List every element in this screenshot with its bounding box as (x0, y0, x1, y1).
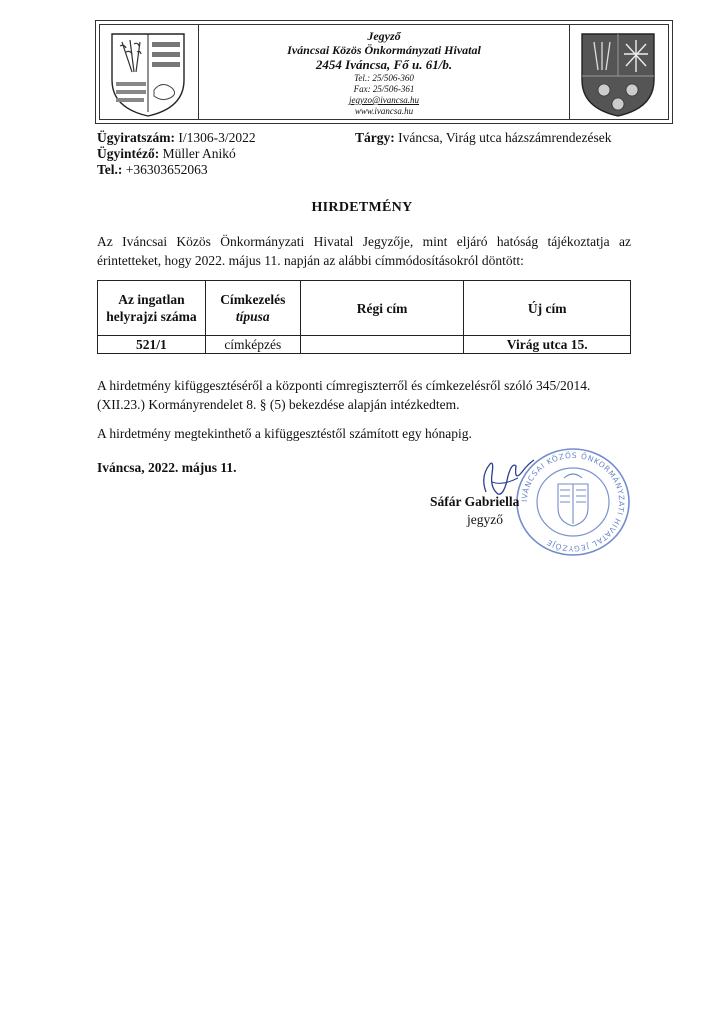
letterhead (95, 20, 673, 124)
subject-value: Iváncsa, Virág utca házszámrendezések (398, 130, 612, 145)
viewing-period-paragraph: A hirdetmény megtekinthető a kifüggesztéstől számított egy hónapig. (97, 426, 472, 441)
signer-role: jegyző (467, 512, 503, 527)
phone-line (97, 162, 256, 178)
coat-of-arms-left-icon (110, 32, 186, 118)
office-website: www.ivancsa.hu (354, 106, 414, 116)
officer-value: Müller Anikó (162, 146, 236, 161)
address-change-table (97, 280, 631, 354)
coat-of-arms-right-icon (580, 32, 656, 118)
office-title: Jegyző (367, 29, 401, 43)
legal-basis-paragraph: A hirdetmény kifüggesztéséről a központi címregiszterről és címkezelésről szóló 345/2014. (XII.23.) Kormányrendelet 8. § (5) bekezdése alapján intézkedtem. (97, 378, 591, 412)
case-number-line (97, 130, 256, 146)
header-parcel-number: Az ingatlan helyrajzi száma (98, 281, 206, 336)
table-row (98, 336, 631, 354)
table-header-row (98, 281, 631, 336)
cell-new-address: Virág utca 15. (464, 336, 631, 354)
subject-line (355, 130, 611, 146)
officer-line (97, 146, 256, 162)
subject-label: Tárgy: (355, 130, 395, 145)
intro-paragraph: Az Iváncsai Közös Önkormányzati Hivatal Jegyzője, mint eljáró hatóság tájékoztatja az érintetteket, hogy 2022. május 11. napján az alábbi címmódosításokról döntött: (97, 234, 631, 268)
office-phone: Tel.: 25/506-360 (354, 73, 414, 83)
header-new-address: Új cím (464, 281, 631, 336)
letterhead-right-panel (569, 25, 668, 119)
case-number-label: Ügyiratszám: (97, 130, 175, 145)
cell-parcel-number: 521/1 (98, 336, 206, 354)
phone-label: Tel.: (97, 162, 123, 177)
signer-name: Sáfár Gabriella (430, 494, 520, 509)
reference-block (97, 130, 256, 178)
letterhead-text (200, 25, 568, 119)
office-name: Iváncsai Közös Önkormányzati Hivatal (287, 43, 481, 57)
officer-label: Ügyintéző: (97, 146, 160, 161)
office-fax: Fax: 25/506-361 (353, 84, 415, 94)
place-and-date: Iváncsa, 2022. május 11. (97, 460, 237, 475)
letterhead-left-panel (100, 25, 199, 119)
phone-value: +36303652063 (125, 162, 208, 177)
document-title: HIRDETMÉNY (311, 200, 413, 215)
svg-text:IVÁNCSAI KÖZÖS ÖNKORMÁNYZATI H: IVÁNCSAI KÖZÖS ÖNKORMÁNYZATI HIVATAL JEGYZŐJE (519, 450, 627, 554)
header-old-address: Régi cím (300, 281, 464, 336)
office-email-link[interactable]: jegyzo@ivancsa.hu (348, 95, 419, 105)
case-number-value: I/1306-3/2022 (178, 130, 256, 145)
cell-address-type: címképzés (205, 336, 300, 354)
cell-old-address (300, 336, 464, 354)
header-address-type: Címkezelés típusa (205, 281, 300, 336)
office-address: 2454 Iváncsa, Fő u. 61/b. (315, 57, 453, 72)
